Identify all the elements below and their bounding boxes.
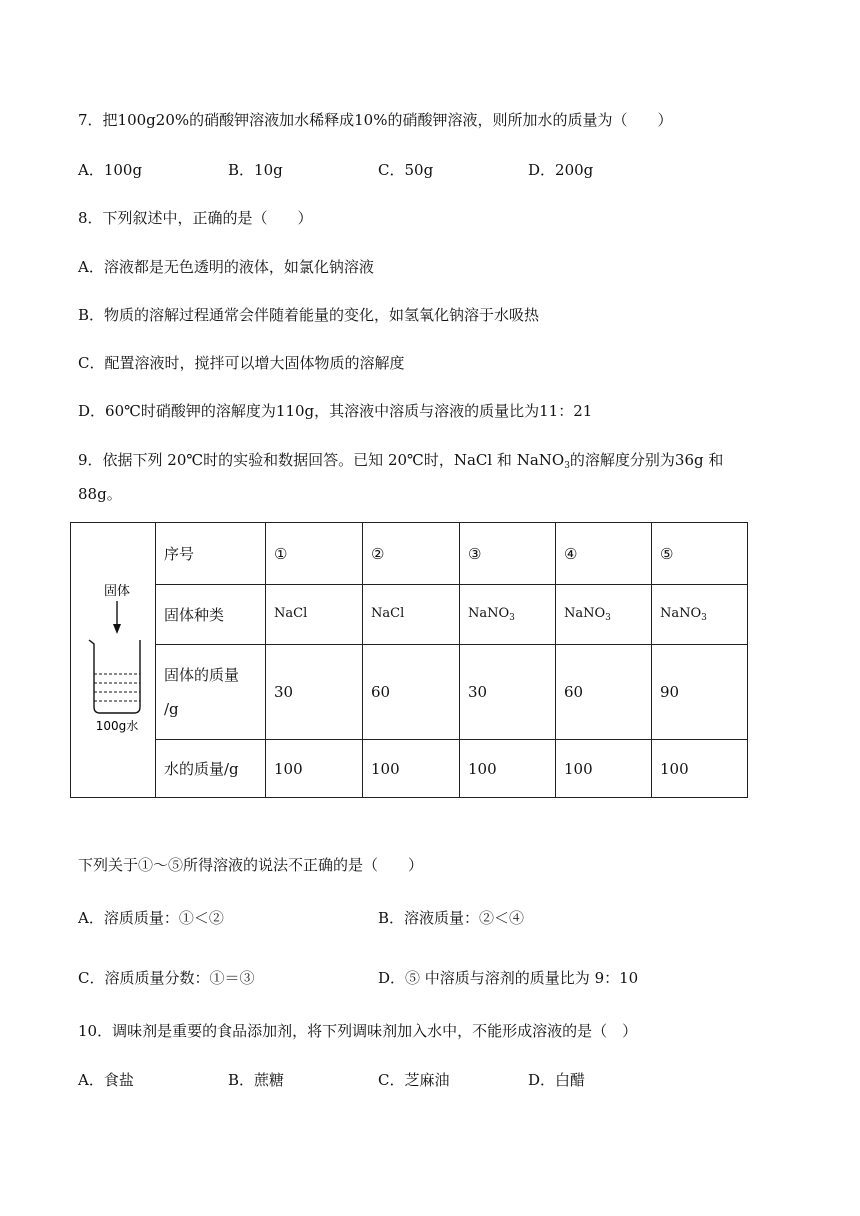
q7-stem: 7．把100g20%的硝酸钾溶液加水稀释成10%的硝酸钾溶液，则所加水的质量为（ ） <box>78 111 673 129</box>
q7-option-b: B．10g <box>228 161 283 179</box>
q9-sub-stem: 下列关于①～⑤所得溶液的说法不正确的是（ ） <box>78 856 424 874</box>
cell-mass-5: 90 <box>652 645 748 740</box>
q10-option-c: C．芝麻油 <box>378 1071 450 1089</box>
beaker-icon <box>71 524 155 796</box>
cell-mass-1: 30 <box>266 645 363 740</box>
q9-stem: 9．依据下列 20℃时的实验和数据回答。已知 20℃时，NaCl 和 NaNO$_3$的溶解度分别为36g 和 <box>78 451 724 471</box>
cell-water-4: 100 <box>556 740 652 798</box>
cell-solid-4: NaNO$_3$ <box>556 585 652 645</box>
q10-stem: 10．调味剂是重要的食品添加剂，将下列调味剂加入水中，不能形成溶液的是（ ） <box>78 1022 638 1040</box>
q10-option-d: D．白醋 <box>528 1071 586 1089</box>
q7-option-a: A．100g <box>78 161 143 179</box>
cell-water-1: 100 <box>266 740 363 798</box>
cell-water-5: 100 <box>652 740 748 798</box>
cell-mass-2: 60 <box>363 645 460 740</box>
q8-option-a: A．溶液都是无色透明的液体，如氯化钠溶液 <box>78 258 374 276</box>
figure-bottom-label: 100g水 <box>95 719 139 733</box>
q9-option-a: A．溶质质量：①＜② <box>78 909 224 927</box>
cell-solid-1: NaCl <box>266 585 363 645</box>
cell-solid-3: NaNO$_3$ <box>460 585 556 645</box>
cell-solid-2: NaCl <box>363 585 460 645</box>
q9-stem-line2: 88g。 <box>78 485 122 503</box>
cell-number-3: ③ <box>460 523 556 585</box>
q8-option-c: C．配置溶液时，搅拌可以增大固体物质的溶解度 <box>78 354 405 372</box>
cell-water-2: 100 <box>363 740 460 798</box>
row-header-solid-type: 固体种类 <box>156 585 266 645</box>
q7-option-d: D．200g <box>528 161 594 179</box>
row-header-water-mass: 水的质量/g <box>156 740 266 798</box>
cell-number-5: ⑤ <box>652 523 748 585</box>
q10-option-a: A．食盐 <box>78 1071 134 1089</box>
q7-option-c: C．50g <box>378 161 434 179</box>
row-header-solid-mass: 固体的质量 /g <box>156 645 266 740</box>
cell-number-4: ④ <box>556 523 652 585</box>
beaker-figure <box>71 523 156 798</box>
q9-option-d: D．⑤ 中溶质与溶剂的质量比为 9：10 <box>378 969 639 987</box>
cell-number-2: ② <box>363 523 460 585</box>
q9-option-b: B．溶液质量：②＜④ <box>378 909 525 927</box>
q10-option-b: B．蔗糖 <box>228 1071 285 1089</box>
cell-number-1: ① <box>266 523 363 585</box>
q8-option-d: D．60℃时硝酸钾的溶解度为110g，其溶液中溶质与溶液的质量比为11：21 <box>78 402 593 420</box>
experiment-table <box>70 522 748 798</box>
cell-mass-4: 60 <box>556 645 652 740</box>
cell-water-3: 100 <box>460 740 556 798</box>
cell-mass-3: 30 <box>460 645 556 740</box>
cell-solid-5: NaNO$_3$ <box>652 585 748 645</box>
q8-option-b: B．物质的溶解过程通常会伴随着能量的变化，如氢氧化钠溶于水吸热 <box>78 306 540 324</box>
q8-stem: 8．下列叙述中，正确的是（ ） <box>78 209 313 227</box>
q9-option-c: C．溶质质量分数：①＝③ <box>78 969 255 987</box>
figure-top-label: 固体 <box>103 584 131 599</box>
row-header-number: 序号 <box>156 523 266 585</box>
